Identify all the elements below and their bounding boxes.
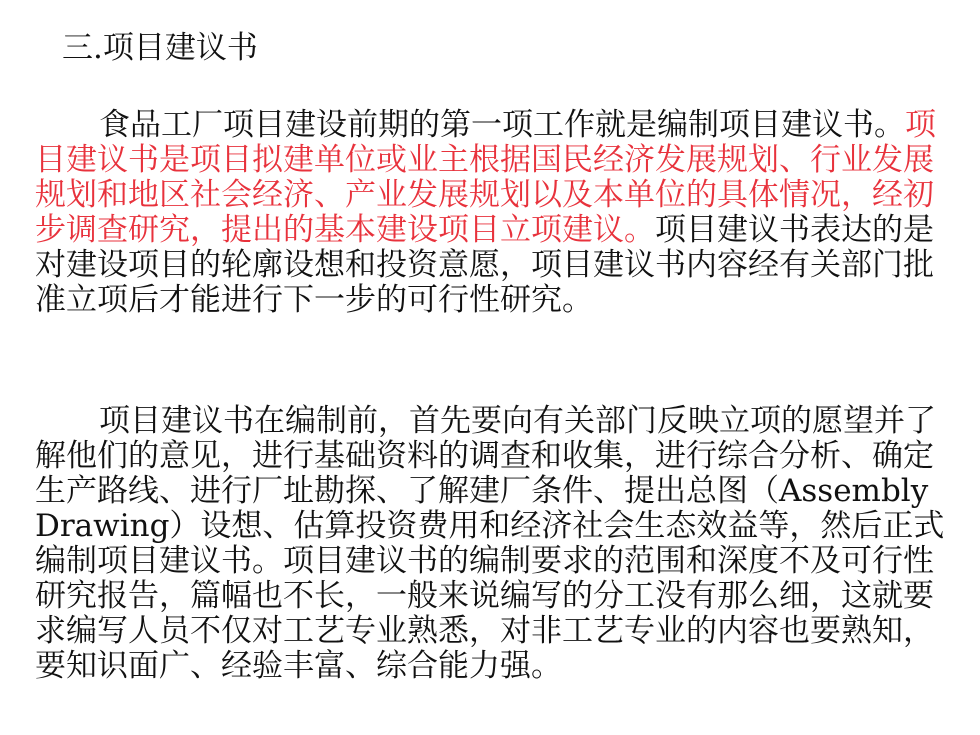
paragraph-1 [35,108,955,318]
paragraph-2: 项目建议书在编制前，首先要向有关部门反映立项的愿望并了解他们的意见，进行基础资料的调查和收集，进行综合分析、确定生产路线、进行厂址勘探、了解建厂条件、提出总图（Assembly Drawing）设想、估算投资费用和经济社会生态效益等，然后正式编制项目建议书。项目建议书的编制要求的范围和深度不及可行性研究报告，篇幅也不长，一般来说编写的分工没有那么细，这就要求编写人员不仅对工艺专业熟悉，对非工艺专业的内容也要熟知，要知识面广、经验丰富、综合能力强。 [35,403,945,684]
paragraph-1-highlight: 项目建议书是项目拟建单位或业主根据国民经济发展规划、行业发展规划和地区社会经济、产业发展规划以及本单位的具体情况，经初步调查研究，提出的基本建设项目立项建议。 [35,107,936,248]
paragraph-1-rest: 项目建议书表达的是对建设项目的轮廓设想和投资意愿，项目建议书内容经有关部门批准立项后才能进行下一步的可行性研究。 [35,212,934,318]
paragraph-1-intro: 食品工厂项目建设前期的第一项工作就是编制项目建议书。 [99,107,905,143]
section-title: 三.项目建议书 [62,30,258,66]
